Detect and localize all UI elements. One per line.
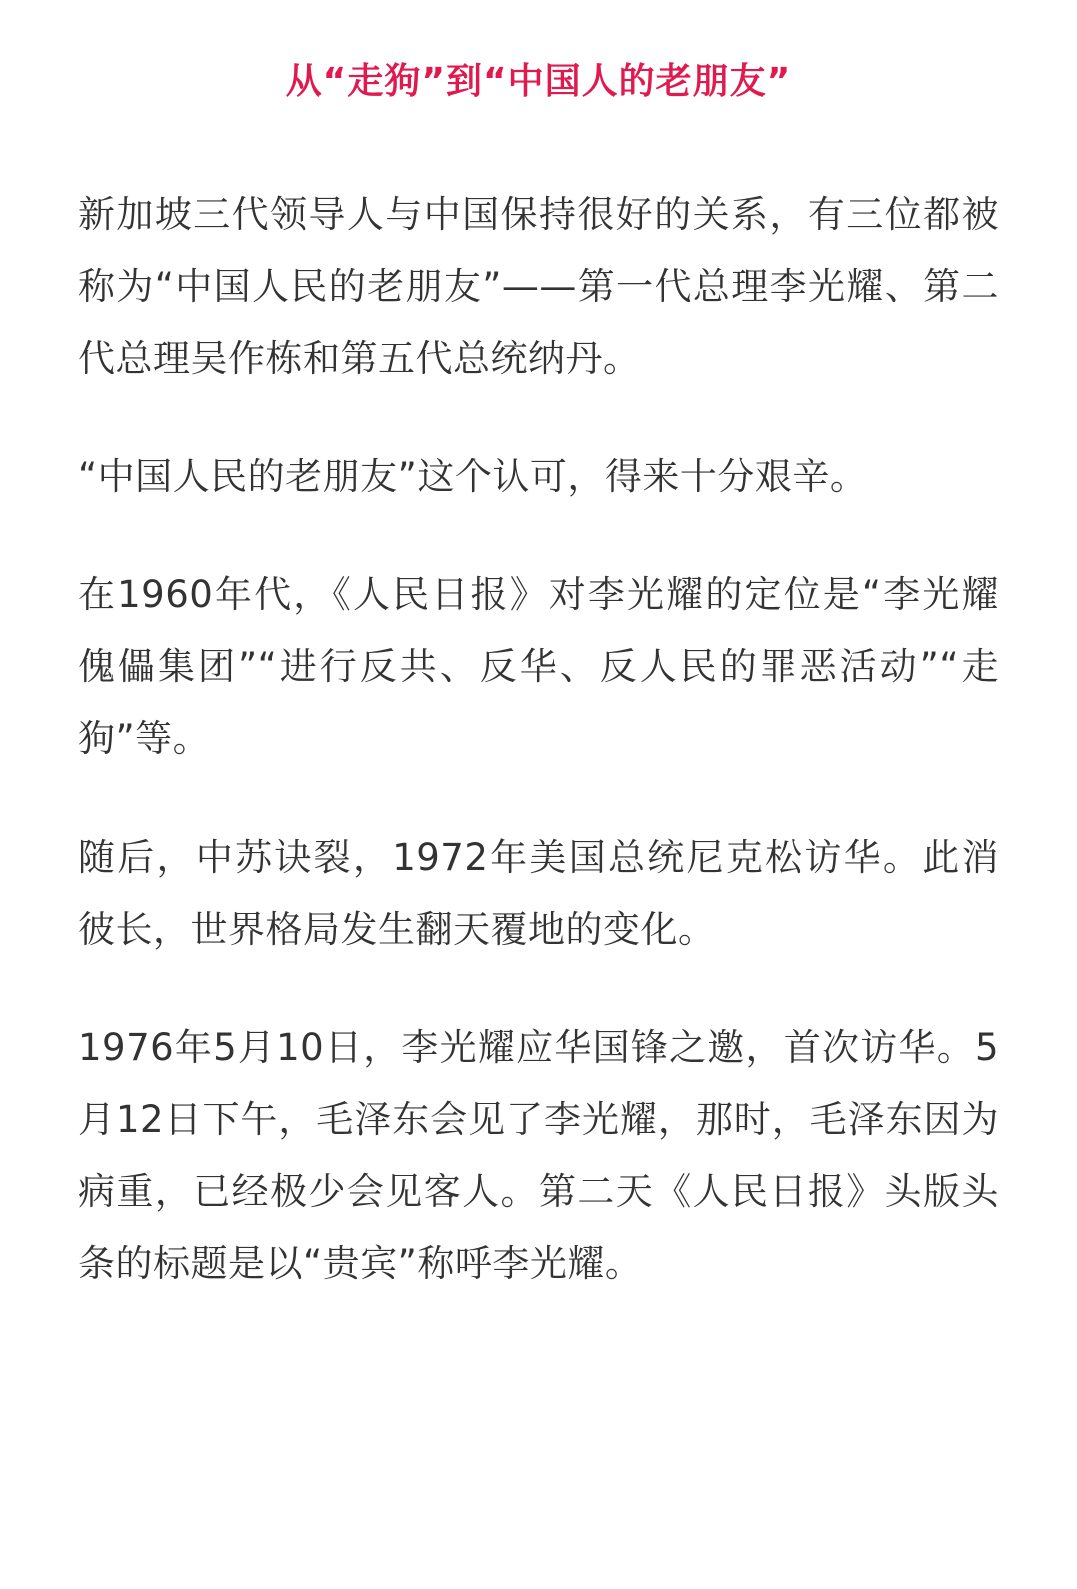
paragraph: 1976年5月10日，李光耀应华国锋之邀，首次访华。5月12日下午，毛泽东会见了李光耀，那时，毛泽东因为病重，已经极少会见客人。第二天《人民日报》头版头条的标题是以“贵宾”称呼李光耀。 — [78, 1025, 999, 1286]
paragraph: “中国人民的老朋友”这个认可，得来十分艰辛。 — [78, 455, 868, 499]
paragraph: 在1960年代，《人民日报》对李光耀的定位是“李光耀傀儡集团”“进行反共、反华、反人民的罪恶活动”“走狗”等。 — [78, 573, 999, 761]
paragraph: 随后，中苏诀裂，1972年美国总统尼克松访华。此消彼长，世界格局发生翻天覆地的变化。 — [78, 835, 999, 951]
page-title: 从“走狗”到“中国人的老朋友” — [285, 61, 792, 102]
article-body — [78, 179, 999, 1301]
paragraph: 新加坡三代领导人与中国保持很好的关系，有三位都被称为“中国人民的老朋友”——第一代总理李光耀、第二代总理吴作栋和第五代总统纳丹。 — [78, 192, 999, 380]
